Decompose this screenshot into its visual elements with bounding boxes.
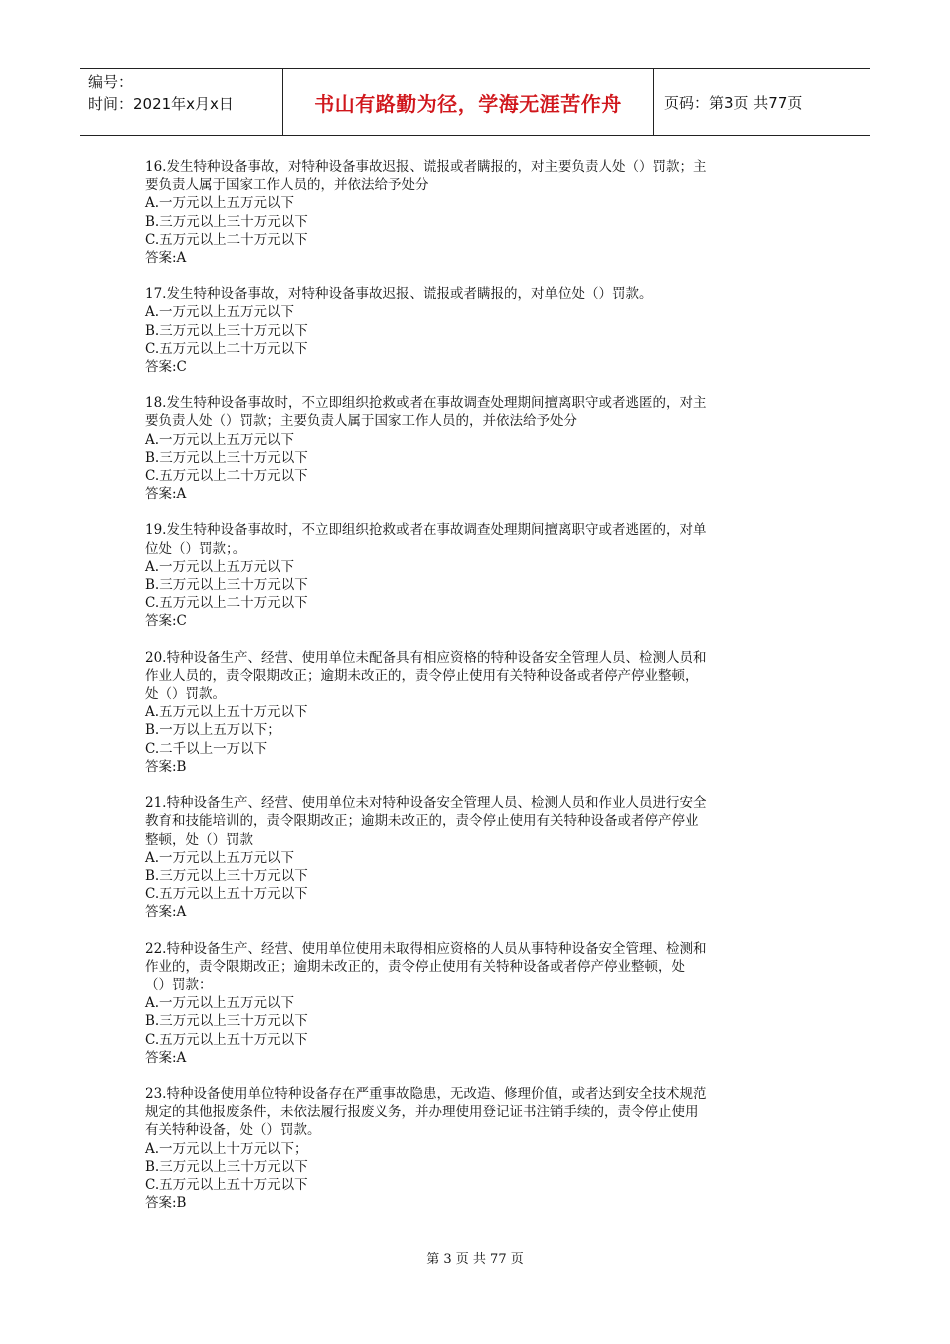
question-stem-line: 作业的，责令限期改正；逾期未改正的，责令停止使用有关特种设备或者停产停业整顿，处: [145, 958, 685, 975]
question-item: [145, 285, 815, 376]
question-item: [145, 1085, 815, 1212]
question-answer: 答案:B: [145, 758, 187, 775]
question-option: C.五万元以上二十万元以下: [145, 340, 308, 357]
question-item: [145, 158, 815, 267]
header-motto: 书山有路勤为径，学海无涯苦作舟: [314, 91, 622, 116]
question-option: C.二千以上一万以下: [145, 740, 268, 757]
question-stem-line: 20.特种设备生产、经营、使用单位未配备具有相应资格的特种设备安全管理人员、检测人员和: [145, 649, 707, 666]
question-item: [145, 394, 815, 503]
question-answer: 答案:C: [145, 613, 187, 630]
page-header: [80, 68, 870, 136]
question-stem-line: 规定的其他报废条件，未依法履行报废义务，并办理使用登记证书注销手续的，责令停止使用: [145, 1104, 699, 1121]
question-stem-line: 位处（）罚款；。: [145, 540, 247, 557]
question-option: C.五万元以上二十万元以下: [145, 468, 308, 485]
question-stem-line: 19.发生特种设备事故时，不立即组织抢救或者在事故调查处理期间擅离职守或者逃匿的，对单: [145, 522, 707, 539]
question-option: A.一万元以上五万元以下: [145, 558, 295, 575]
question-stem-line: 有关特种设备，处（）罚款。: [145, 1122, 321, 1139]
document-number-label: 编号：: [88, 73, 134, 91]
question-option: C.五万元以上五十万元以下: [145, 1031, 308, 1048]
question-stem-line: （）罚款：: [145, 976, 213, 993]
document-date: 时间：2021年x月x日: [88, 95, 234, 113]
question-stem-line: 要负责人属于国家工作人员的，并依法给予处分: [145, 177, 429, 194]
question-option: C.五万元以上二十万元以下: [145, 595, 308, 612]
question-answer: 答案:A: [145, 1049, 187, 1066]
question-option: A.一万元以上五万元以下: [145, 995, 295, 1012]
question-answer: 答案:A: [145, 486, 187, 503]
header-page-info: 页码：第3页 共77页: [664, 93, 803, 112]
question-stem-line: 18.发生特种设备事故时，不立即组织抢救或者在事故调查处理期间擅离职守或者逃匿的，对主: [145, 395, 707, 412]
question-option: A.一万元以上五万元以下: [145, 849, 295, 866]
question-stem-line: 21.特种设备生产、经营、使用单位未对特种设备安全管理人员、检测人员和作业人员进行安全: [145, 795, 707, 812]
question-stem-line: 23.特种设备使用单位特种设备存在严重事故隐患，无改造、修理价值，或者达到安全技术规范: [145, 1085, 707, 1102]
question-option: B.三万元以上三十万元以下: [145, 449, 308, 466]
question-option: B.三万元以上三十万元以下: [145, 322, 308, 339]
question-option: B.三万元以上三十万元以下: [145, 1158, 308, 1175]
question-option: B.三万元以上三十万元以下: [145, 577, 308, 594]
question-answer: 答案:B: [145, 1195, 187, 1212]
question-option: A.一万元以上五万元以下: [145, 195, 295, 212]
question-option: B.三万元以上三十万元以下: [145, 867, 308, 884]
header-page-cell: [654, 69, 870, 135]
question-item: [145, 521, 815, 630]
header-motto-cell: [282, 69, 654, 135]
question-stem-line: 处（）罚款。: [145, 686, 226, 703]
question-option: A.五万元以上五十万元以下: [145, 704, 308, 721]
question-option: C.五万元以上二十万元以下: [145, 231, 308, 248]
question-answer: 答案:A: [145, 250, 187, 267]
question-answer: 答案:C: [145, 359, 187, 376]
question-stem-line: 16.发生特种设备事故，对特种设备事故迟报、谎报或者瞒报的，对主要负责人处（）罚款；主: [145, 159, 707, 175]
question-stem-line: 整顿，处（）罚款: [145, 831, 253, 848]
header-left-cell: [80, 69, 282, 135]
question-stem-line: 17.发生特种设备事故，对特种设备事故迟报、谎报或者瞒报的，对单位处（）罚款。: [145, 286, 653, 303]
question-option: B.一万以上五万以下；: [145, 722, 281, 739]
question-item: [145, 649, 815, 776]
question-stem-line: 教育和技能培训的，责令限期改正；逾期未改正的，责令停止使用有关特种设备或者停产停业: [145, 813, 699, 830]
question-option: B.三万元以上三十万元以下: [145, 213, 308, 230]
question-option: C.五万元以上五十万元以下: [145, 886, 308, 903]
question-item: [145, 940, 815, 1067]
question-stem-line: 22.特种设备生产、经营、使用单位使用未取得相应资格的人员从事特种设备安全管理、检测和: [145, 940, 707, 957]
question-option: B.三万元以上三十万元以下: [145, 1013, 308, 1030]
question-option: A.一万元以上五万元以下: [145, 431, 295, 448]
question-stem-line: 要负责人处（）罚款；主要负责人属于国家工作人员的，并依法给予处分: [145, 413, 577, 430]
question-option: A.一万元以上十万元以下；: [145, 1140, 308, 1157]
page-footer: 第 3 页 共 77 页: [426, 1252, 524, 1267]
question-option: C.五万元以上五十万元以下: [145, 1176, 308, 1193]
question-item: [145, 794, 815, 921]
question-option: A.一万元以上五万元以下: [145, 304, 295, 321]
question-stem-line: 作业人员的，责令限期改正；逾期未改正的，责令停止使用有关特种设备或者停产停业整顿，: [145, 667, 699, 684]
question-list: [145, 158, 815, 1230]
question-answer: 答案:A: [145, 904, 187, 921]
